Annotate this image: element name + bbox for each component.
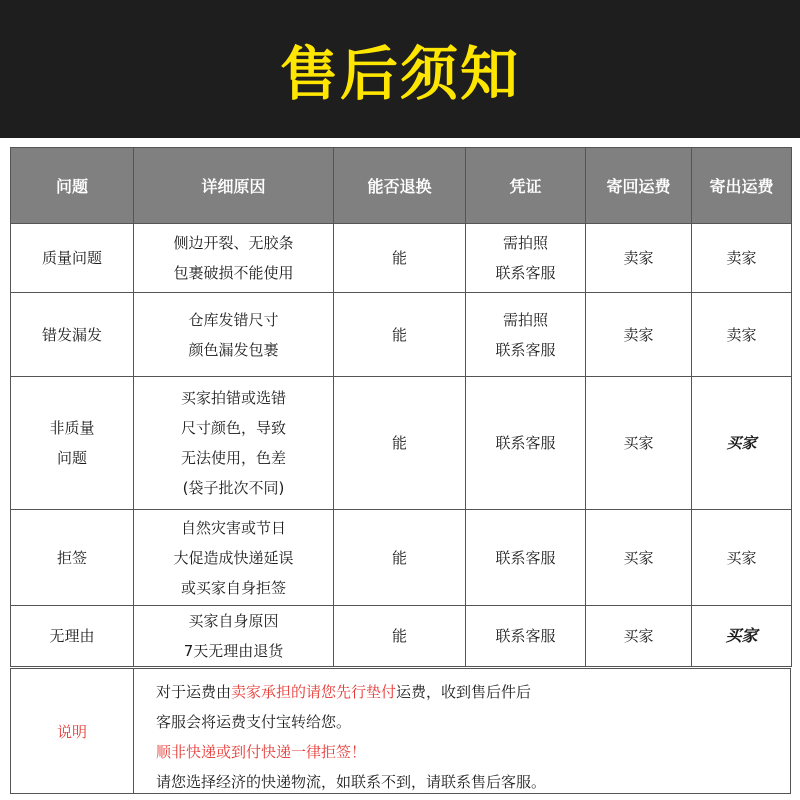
reason-cell: 买家拍错或选错 尺寸颜色，导致 无法使用，色差 (袋子批次不同): [134, 377, 334, 510]
table-row: [11, 510, 792, 606]
reason-cell: 买家自身原因 7天无理由退货: [134, 606, 334, 667]
header-proof: 凭证: [466, 148, 586, 224]
ship-fee-cell: 买家: [692, 377, 792, 510]
notes-line-1: 对于运费由卖家承担的请您先行垫付运费，收到售后件后: [156, 683, 532, 701]
return-fee-cell: 买家: [586, 606, 692, 667]
notes-body: [134, 669, 790, 793]
issue-cell: 质量问题: [11, 224, 134, 293]
banner-title: 售后须知: [279, 40, 520, 108]
header-reason: 详细原因: [134, 148, 334, 224]
table-row: [11, 293, 792, 377]
table-row: [11, 606, 792, 667]
proof-cell: 需拍照 联系客服: [466, 293, 586, 377]
returnable-cell: 能: [334, 293, 466, 377]
proof-cell: 联系客服: [466, 377, 586, 510]
proof-cell: 联系客服: [466, 606, 586, 667]
ship-fee-cell: 买家: [692, 606, 792, 667]
table-header-row: [11, 148, 792, 224]
notes-line-2: 客服会将运费支付宝转给您。: [156, 713, 352, 731]
return-fee-cell: 买家: [586, 377, 692, 510]
header-ship-fee: 寄出运费: [692, 148, 792, 224]
issue-cell: 非质量 问题: [11, 377, 134, 510]
proof-cell: 需拍照 联系客服: [466, 224, 586, 293]
after-sales-table: [10, 147, 792, 667]
issue-cell: 拒签: [11, 510, 134, 606]
returnable-cell: 能: [334, 377, 466, 510]
banner: [0, 0, 800, 138]
header-returnable: 能否退换: [334, 148, 466, 224]
reason-cell: 仓库发错尺寸 颜色漏发包裹: [134, 293, 334, 377]
ship-fee-cell: 卖家: [692, 293, 792, 377]
issue-cell: 错发漏发: [11, 293, 134, 377]
notes-label: 说明: [11, 669, 134, 793]
returnable-cell: 能: [334, 224, 466, 293]
table-row: [11, 224, 792, 293]
notes-warning: 顺非快递或到付快递一律拒签！: [156, 743, 367, 761]
ship-fee-cell: 买家: [692, 510, 792, 606]
return-fee-cell: 卖家: [586, 224, 692, 293]
ship-fee-cell: 卖家: [692, 224, 792, 293]
returnable-cell: 能: [334, 606, 466, 667]
notes-line-4: 请您选择经济的快递物流，如联系不到，请联系售后客服。: [156, 773, 547, 791]
notes-box: [10, 668, 791, 794]
notes-highlight: 卖家承担的请您先行垫付: [231, 683, 397, 701]
reason-cell: 自然灾害或节日 大促造成快递延误 或买家自身拒签: [134, 510, 334, 606]
return-fee-cell: 卖家: [586, 293, 692, 377]
issue-cell: 无理由: [11, 606, 134, 667]
proof-cell: 联系客服: [466, 510, 586, 606]
return-fee-cell: 买家: [586, 510, 692, 606]
header-return-fee: 寄回运费: [586, 148, 692, 224]
table-row: [11, 377, 792, 510]
header-issue: 问题: [11, 148, 134, 224]
returnable-cell: 能: [334, 510, 466, 606]
reason-cell: 侧边开裂、无胶条 包裹破损不能使用: [134, 224, 334, 293]
